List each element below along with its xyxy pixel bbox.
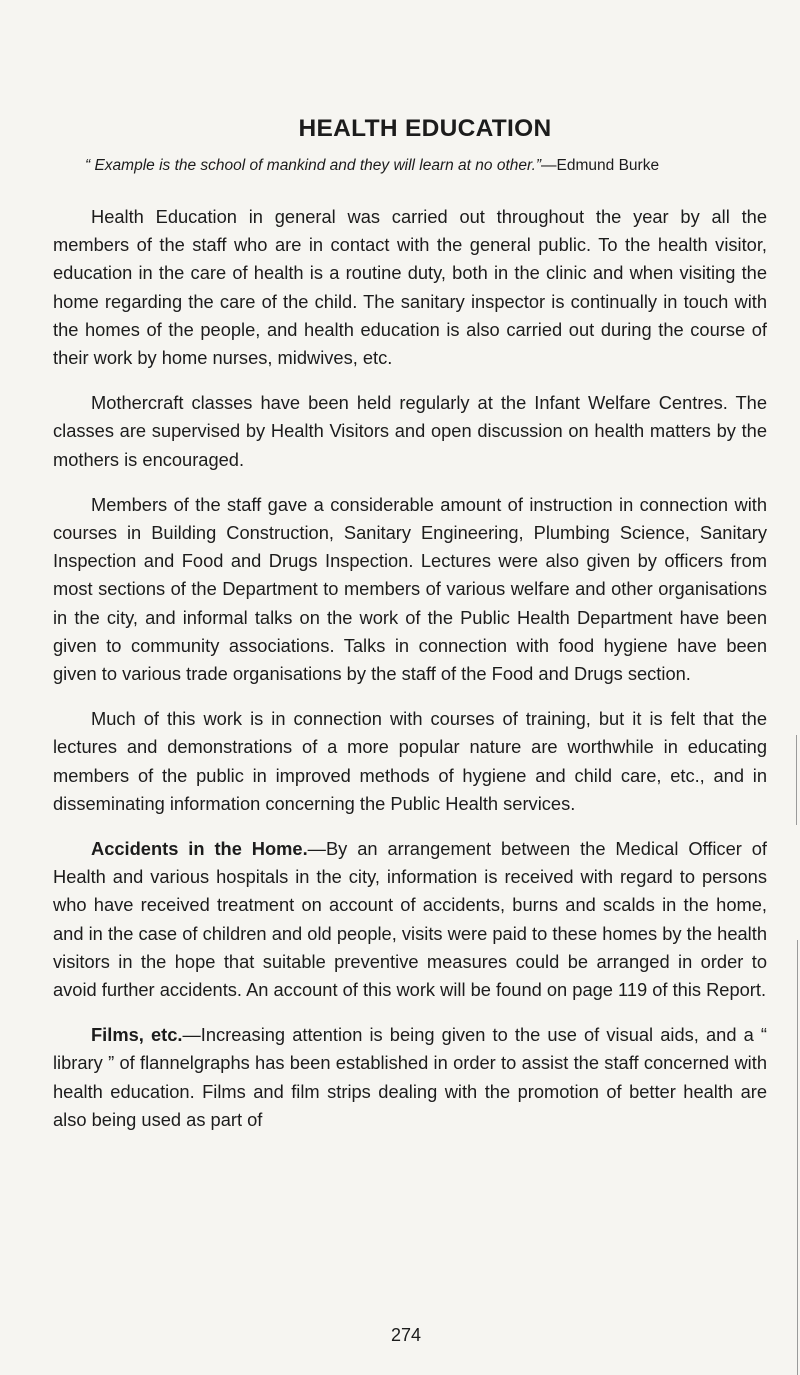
page-title: HEALTH EDUCATION — [298, 115, 552, 142]
epigraph-quote: “ Example is the school of mankind and they will learn at no other.” — [85, 157, 542, 174]
paragraph-text: —By an arrangement between the Medical Officer of Health and various hospitals in the city, information is received with regard to persons who have received treatment on account of accidents, burns and scalds in the home, and in the case of children and old people, visits were paid to these homes by the health visitors in the hope that suitable preventive measures could be arranged in order to avoid further accidents. An account of this work will be found on page 119 of this Report. — [53, 838, 767, 1001]
paragraph-instruction — [53, 491, 767, 688]
paragraph-accidents — [53, 835, 767, 1004]
paragraph-text: Members of the staff gave a considerable amount of instruction in connection with courses in Building Construction, Sanitary Engineering, Plumbing Science, Sanitary Inspection and Food and Drugs Inspection. Lectures were also given by officers from most sections of the Department to members of various welfare and other organisations in the city, and informal talks on the work of the Public Health Department have been given to community associations. Talks in connection with food hygiene have been given to various trade organisations by the staff of the Food and Drugs section. — [53, 493, 767, 685]
paragraph-lead-accidents: Accidents in the Home. — [91, 838, 308, 860]
paragraph-text: —Increasing attention is being given to the use of visual aids, and a “ library ” of flannelgraphs has been established in order to assist the staff concerned with health education. Films and film strips dealing with the promotion of better health are also being used as part of — [53, 1024, 767, 1130]
epigraph — [85, 157, 767, 175]
document-page — [53, 115, 767, 1134]
epigraph-author: —Edmund Burke — [541, 157, 660, 174]
paragraph-mothercraft — [53, 389, 767, 474]
paragraph-films — [53, 1021, 767, 1134]
scan-edge-line — [797, 940, 798, 1375]
paragraph-text: Health Education in general was carried out throughout the year by all the members of the staff who are in contact with the general public. To the health visitor, education in the care of health is a routine duty, both in the clinic and when visiting the home regarding the care of the child. The sanitary inspector is continually in touch with the homes of the people, and health education is also carried out during the course of their work by home nurses, midwives, etc. — [53, 206, 767, 369]
page-number: 274 — [390, 1325, 422, 1345]
scan-edge-line — [796, 735, 797, 825]
paragraph-general — [53, 203, 767, 372]
paragraph-lead-films: Films, etc. — [91, 1024, 183, 1046]
paragraph-training — [53, 705, 767, 818]
paragraph-text: Much of this work is in connection with courses of training, but it is felt that the lectures and demonstrations of a more popular nature are worthwhile in educating members of the public in improved methods of hygiene and child care, etc., and in disseminating information concerning the Public Health services. — [53, 708, 767, 814]
paragraph-text: Mothercraft classes have been held regularly at the Infant Welfare Centres. The classes are supervised by Health Visitors and open discussion on health matters by the mothers is encouraged. — [53, 392, 767, 470]
